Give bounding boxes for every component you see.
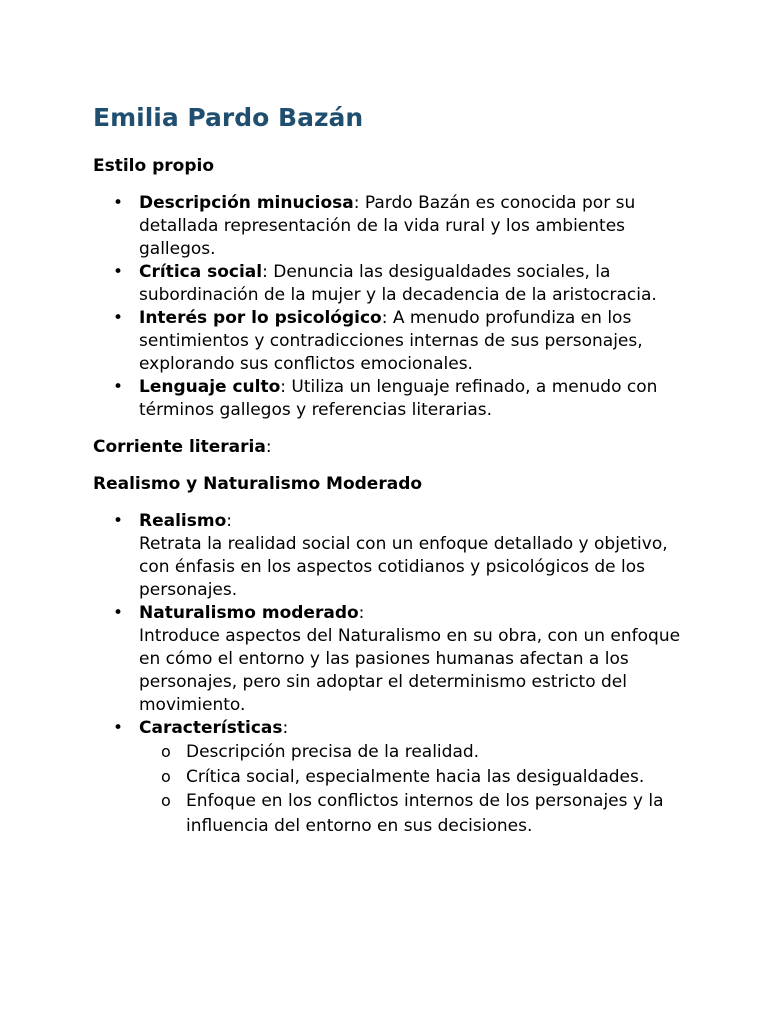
corriente-list bbox=[93, 510, 693, 838]
section-heading-realismo: Realismo y Naturalismo Moderado bbox=[93, 474, 423, 494]
item-term: Descripción minuciosa bbox=[139, 193, 354, 213]
list-item bbox=[93, 192, 693, 261]
sub-item-text: Crítica social, especialmente hacia las desigualdades. bbox=[186, 766, 645, 787]
item-separator: : bbox=[280, 377, 287, 397]
bullet-marker: • bbox=[113, 308, 124, 328]
item-separator: : bbox=[353, 193, 360, 213]
item-separator: : bbox=[381, 308, 388, 328]
list-item bbox=[93, 261, 693, 307]
item-term: Interés por lo psicológico bbox=[139, 308, 382, 328]
list-item bbox=[93, 376, 693, 422]
bullet-marker: • bbox=[113, 193, 124, 213]
item-text: Utiliza un lenguaje refinado, a menudo con términos gallegos y referencias literarias. bbox=[139, 377, 658, 420]
sub-list-item bbox=[139, 765, 693, 790]
item-separator: : bbox=[262, 262, 268, 282]
item-separator: : bbox=[282, 718, 289, 738]
list-item bbox=[93, 717, 693, 838]
item-text: Denuncia las desigualdades sociales, la subordinación de la mujer y la decadencia de la aristocracia. bbox=[139, 262, 657, 305]
corriente-label-line bbox=[93, 436, 693, 459]
bullet-marker: • bbox=[113, 262, 124, 282]
corriente-separator: : bbox=[265, 437, 272, 457]
corriente-label: Corriente literaria bbox=[93, 437, 266, 457]
caracteristicas-list bbox=[161, 740, 693, 838]
bullet-marker: • bbox=[113, 377, 124, 397]
sub-list-item bbox=[139, 789, 693, 838]
sub-list-item bbox=[139, 740, 693, 765]
section-heading-estilo: Estilo propio bbox=[93, 156, 215, 176]
list-item bbox=[93, 510, 693, 602]
item-term: Lenguaje culto bbox=[139, 377, 281, 397]
item-term: Realismo bbox=[139, 511, 227, 531]
list-item bbox=[93, 307, 693, 376]
sub-bullet-marker: o bbox=[161, 766, 171, 786]
sub-bullet-marker: o bbox=[161, 742, 171, 761]
estilo-list bbox=[93, 192, 693, 422]
list-item bbox=[93, 602, 693, 717]
item-separator: : bbox=[226, 511, 232, 531]
item-separator: : bbox=[358, 603, 365, 623]
document-content bbox=[93, 101, 693, 852]
item-term: Características bbox=[139, 718, 283, 738]
bullet-marker: • bbox=[113, 603, 124, 623]
item-text: A menudo profundiza en los sentimientos y contradicciones internas de sus personajes, explorando sus conflictos emocionales. bbox=[139, 308, 643, 374]
sub-item-text: Enfoque en los conflictos internos de los personajes y la influencia del entorno en sus decisiones. bbox=[186, 791, 664, 836]
item-text: Pardo Bazán es conocida por su detallada representación de la vida rural y los ambientes gallegos. bbox=[139, 193, 636, 259]
item-term: Naturalismo moderado bbox=[139, 603, 359, 623]
bullet-marker: • bbox=[113, 718, 124, 738]
bullet-marker: • bbox=[113, 511, 124, 531]
item-text: Introduce aspectos del Naturalismo en su obra, con un enfoque en cómo el entorno y las pasiones humanas afectan a los personajes, pero sin adoptar el determinismo estricto del movimiento. bbox=[139, 626, 681, 715]
sub-bullet-marker: o bbox=[161, 791, 171, 810]
item-text: Retrata la realidad social con un enfoque detallado y objetivo, con énfasis en los aspectos cotidianos y psicológicos de los personajes. bbox=[139, 534, 668, 600]
page-title: Emilia Pardo Bazán bbox=[93, 103, 364, 132]
sub-item-text: Descripción precisa de la realidad. bbox=[186, 742, 480, 762]
item-term: Crítica social bbox=[139, 262, 263, 282]
